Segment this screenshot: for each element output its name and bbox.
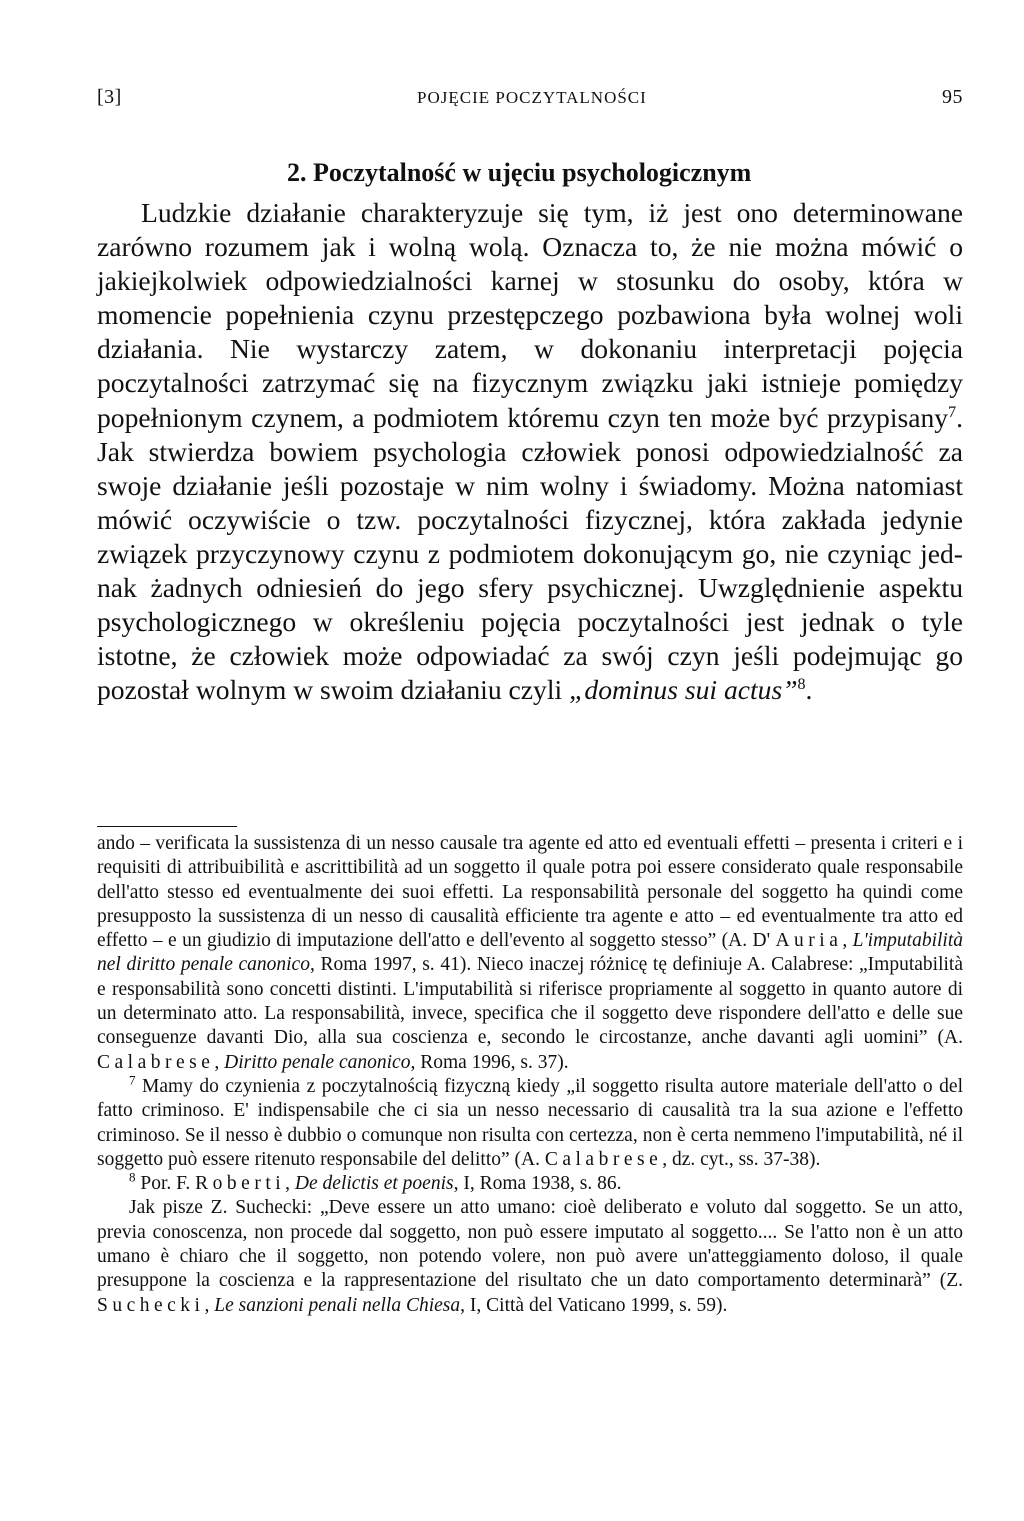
footnote-divider: [97, 826, 237, 827]
fn6-title-2: Diritto penale canonico: [224, 1051, 411, 1073]
fn8-title: De delictis et poenis: [294, 1173, 454, 1195]
fn8-title-2: Le sanzioni penali nella Chiesa: [214, 1294, 461, 1316]
footnote-8: [97, 1169, 963, 1196]
fn8-p2-text-c: , I, Città del Vaticano 1999, s. 59).: [460, 1294, 728, 1316]
section-heading: 2. Poczytalność w ujęciu psychologicznym: [287, 158, 752, 187]
footnotes: [97, 832, 963, 1318]
page-number: 95: [942, 86, 963, 108]
fn7-number: 7: [129, 1072, 136, 1088]
fn8-text-a: Por. F.: [135, 1173, 196, 1195]
running-title: POJĘCIE POCZYTALNOŚCI: [417, 88, 647, 107]
fn7-text-a: Mamy do czynienia z poczytalnością fizyczną kiedy „il soggetto risulta autore materiale dell'atto o del fatto criminoso. E' indispensabile che ci sia un nesso necessario di causalità tra la sua azione e l'effetto criminoso. Se il nesso è dubbio o comunque non risulta con certezza, non è certa nemmeno l'imputabilità, né il soggetto può essere ritenuto responsabile del delitto” (A.: [97, 1075, 963, 1170]
footnote-7: [97, 1072, 963, 1172]
fn7-author: Calabrese: [544, 1148, 663, 1170]
body-text-part-1: Ludzkie działanie charakteryzuje się tym, iż jest ono determinowane zarówno rozumem jak i wolną wolą. Oznacza to, że nie można mówić o jakiejkolwiek odpowiedzialności karnej w stosunku do osoby, która w momencie popełnienia czynu przestępczego pozbawiona była wolnej woli działania. Nie wystarczy zatem, w dokonaniu interpretacji pojęcia poczytalności zatrzymać się na fizycznym związku jaki istnieje pomiędzy popełnionym czynem, a podmiotem któremu czyn ten może być przypisany: [97, 197, 963, 433]
fn6-text-b: ,: [842, 930, 853, 952]
fn8-text-b: ,: [285, 1173, 295, 1195]
page-header: [97, 86, 963, 116]
fn6-author: Auria: [775, 930, 843, 952]
footnote-8-paragraph-2: [97, 1196, 963, 1317]
fn6-title: L'imputabilità nel diritto penale canonico: [97, 930, 963, 976]
main-body: [97, 196, 963, 707]
footnote-ref-8[interactable]: 8: [797, 676, 806, 694]
fn6-text-c: , Roma 1997, s. 41). Nieco inaczej różnicę tę definiuje A. Calabrese: „Imputabilità e responsabilità sono concetti distinti. L'imputabilità si riferisce propriamente al soggetto in quanto autore di un determinato atto. La responsabilità, invece, specifica che il soggetto deve rispondere dell'atto e delle sue conseguenze davanti Dio, alla sua coscienza e, secondo le circostanze, anche davanti agli uomini” (A.: [97, 954, 963, 1049]
fn6-text-e: , Roma 1996, s. 37).: [410, 1051, 569, 1073]
fn8-p2-text-a: Jak pisze Z. Suchecki: „Deve essere un atto umano: cioè deliberato e voluto dal soggetto. Se un atto, previa conoscenza, non procede dal soggetto, non può essere imputato al soggetto.... Se l'atto non è un atto umano è chiaro che il soggetto, non potendo volere, non può avere un'atteggiamento doloso, il quale presuppone la coscienza e la rappresentazione del risultato che un dato comportamento determinarà” (Z.: [97, 1197, 963, 1292]
footnote-ref-7[interactable]: 7: [948, 403, 957, 421]
body-text-part-2: . Jak stwierdza bowiem psychologia człowiek ponosi odpowiedzialność za swoje działanie jeśli pozostaje w nim wolny i świadomy. Można natomiast mówić oczywiście o tzw. poczytalności fizycznej, która zakłada jedynie związek przyczynowy czynu z podmiotem dokonującym go, nie czyniąc jednak żadnych odniesień do jego sfery psychicznej. Uwzględnienie aspektu psychologicznego w określeniu pojęcia poczytalności jest jednak o tyle istotne, że człowiek może odpowiadać za swój czyn jeśli podejmując go pozostał wolnym w swoim działaniu czyli: [97, 401, 963, 706]
latin-quote: „dominus sui actus”: [569, 674, 798, 706]
body-text-end: .: [805, 674, 813, 706]
fn6-author-2: Calabrese: [97, 1051, 215, 1073]
fn8-author: Roberti: [195, 1173, 286, 1195]
fn6-text-d: ,: [214, 1051, 225, 1073]
body-paragraph: [97, 196, 963, 707]
section-number: [3]: [97, 86, 122, 108]
fn8-author-2: Suchecki: [97, 1294, 205, 1316]
fn8-p2-text-b: ,: [204, 1294, 215, 1316]
fn8-number: 8: [129, 1169, 136, 1185]
footnote-6-continuation: [97, 832, 963, 1075]
fn7-text-b: , dz. cyt., ss. 37-38).: [662, 1148, 821, 1170]
fn8-text-c: , I, Roma 1938, s. 86.: [453, 1173, 622, 1195]
fn6-text-a: ando – verificata la sussistenza di un nesso causale tra agente ed atto ed eventuali effetti – presenta i criteri e i requisiti di attribuibilità e ascrittibilità ad un soggetto il quale potra poi essere considerato quale responsabile dell'atto stesso ed eventualmente dei suoi effetti. La responsabilità personale del soggetto ha quindi come presupposto la sussistenza di un nesso di causalità efficiente tra agente e atto – ed eventualmente tra atto ed effetto – e un giudizio di imputazione dell'atto e dell'evento al soggetto stesso” (A. D': [97, 833, 963, 952]
